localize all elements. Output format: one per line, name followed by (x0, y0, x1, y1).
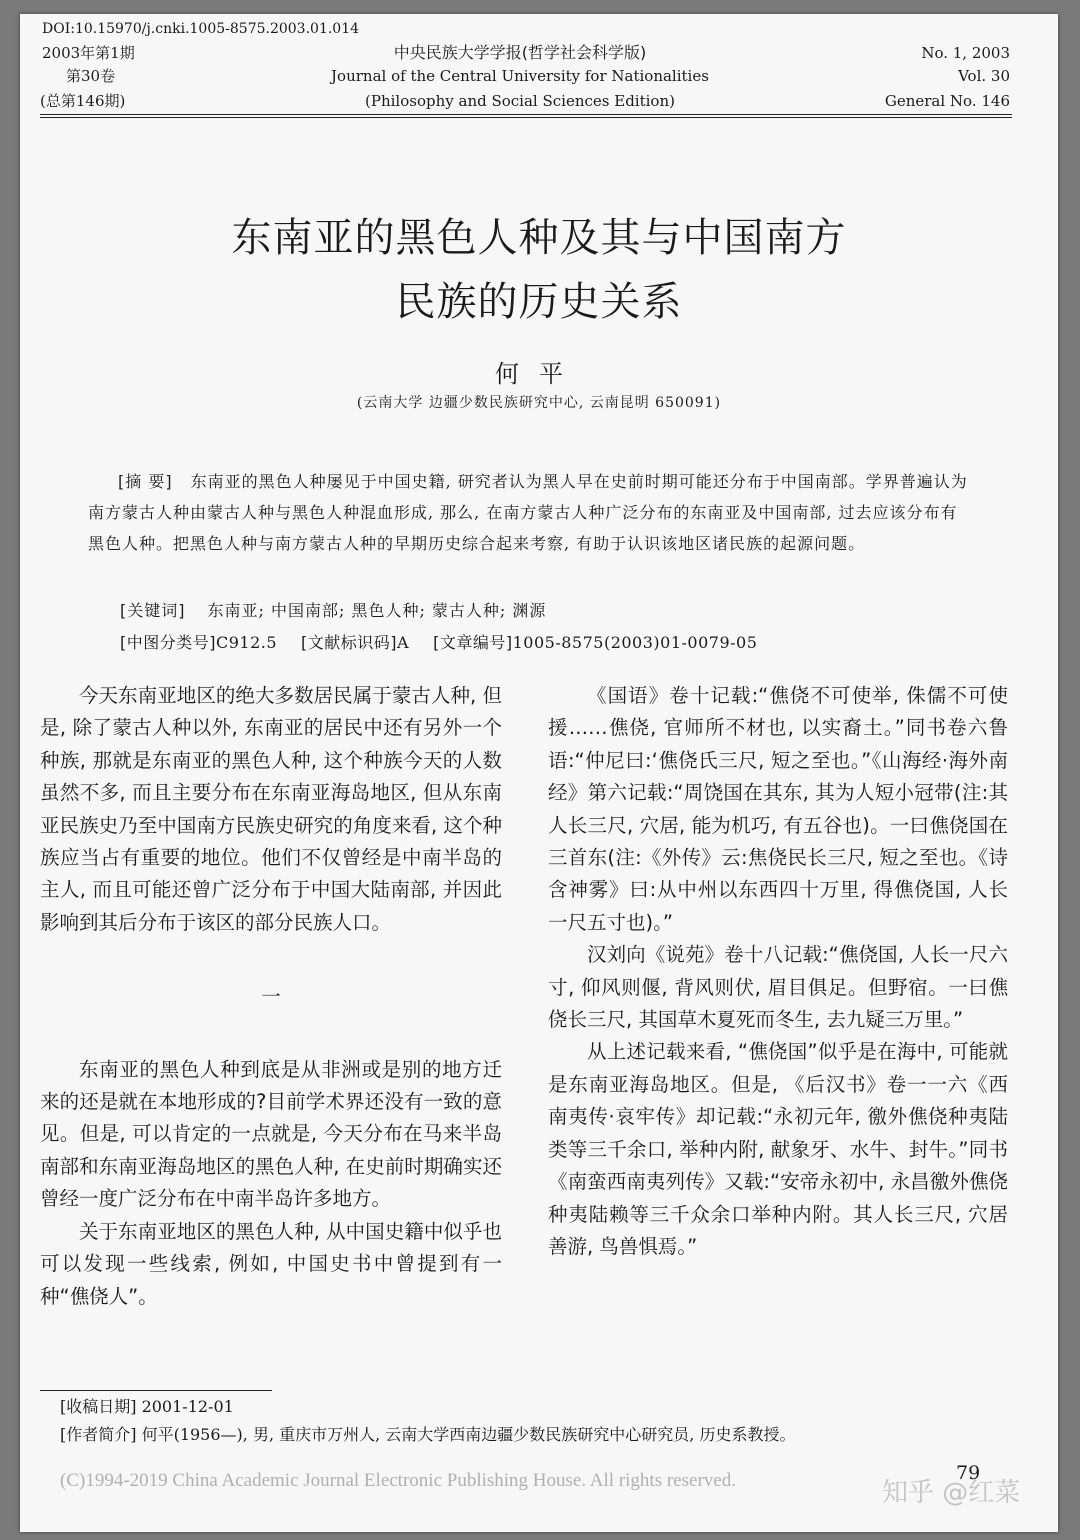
left-paragraph-2: 东南亚的黑色人种到底是从非洲或是别的地方迁来的还是就在本地形成的?目前学术界还没有一致的意见。但是, 可以肯定的一点就是, 今天分布在马来半岛南部和东南亚海岛地区的黑色人种, 在史前时期确实还曾经一度广泛分布在中南半岛许多地方。 (40, 1057, 502, 1211)
keywords-label: [关键词] (120, 601, 186, 620)
author-name: 何平 (495, 360, 583, 388)
doc-code-label: [文献标识码] (301, 633, 398, 652)
abstract (88, 466, 968, 559)
doi-line: DOI:10.15970/j.cnki.1005-8575.2003.01.014 (42, 21, 360, 37)
volume-en: Vol. 30 (958, 67, 1010, 85)
issue-cn: 2003年第1期 (42, 44, 135, 62)
page-number: 79 (956, 1462, 981, 1484)
author-affiliation: (云南大学 边疆少数民族研究中心, 云南昆明 650091) (356, 395, 722, 411)
author-bio: [作者简介] 何平(1956—), 男, 重庆市万州人, 云南大学西南边疆少数民族研究中心研究员, 历史系教授。 (60, 1425, 796, 1444)
copyright-notice: (C)1994-2019 China Academic Journal Electronic Publishing House. All rights reserved. (60, 1470, 736, 1491)
right-paragraph-2: 汉刘向《说苑》卷十八记载:“僬侥国, 人长一尺六寸, 仰风则偃, 背风则伏, 眉目俱足。但野宿。一曰僬侥长三尺, 其国草木夏死而冬生, 去九疑三万里。” (548, 943, 1008, 1032)
left-paragraph-1: 今天东南亚地区的绝大多数居民属于蒙古人种, 但是, 除了蒙古人种以外, 东南亚的居民中还有另外一个种族, 那就是东南亚的黑色人种, 这个种族今天的人数虽然不多, 而且主要分布在东南亚海岛地区, 但从东南亚民族史乃至中国南方民族史研究的角度来看, 这个种族应当占有重要的地位。他们不仅曾经是中南半岛的主人, 而且可能还曾广泛分布于中国大陆南部, 并因此影响到其后分布于该区的部分民族人口。 (40, 684, 502, 934)
header-rule-bottom (40, 117, 1012, 118)
journal-edition-en: (Philosophy and Social Sciences Edition) (365, 92, 675, 110)
section-heading-1: 一 (261, 985, 281, 1009)
article-title-line1: 东南亚的黑色人种及其与中国南方 (231, 215, 847, 261)
article-title-line2: 民族的历史关系 (395, 279, 683, 325)
right-paragraph-3: 从上述记载来看, “僬侥国”似乎是在海中, 可能就是东南亚海岛地区。但是, 《后汉书》卷一一六《西南夷传·哀牢传》却记载:“永初元年, 徼外僬侥种夷陆类等三千余口, 举种内附, 献象牙、水牛、封牛。”同书《南蛮西南夷列传》又载:“安帝永初中, 永昌徼外僬侥种夷陆赖等三千众余口举种内附。其人长三尺, 穴居善游, 鸟兽惧焉。” (548, 1040, 1008, 1258)
general-number-en: General No. 146 (884, 92, 1010, 110)
abstract-text: 东南亚的黑色人种屡见于中国史籍, 研究者认为黑人早在史前时期可能还分布于中国南部。学界普遍认为南方蒙古人种由蒙古人种与黑色人种混血形成, 那么, 在南方蒙古人种广泛分布的东南亚及中国南部, 过去应该分布有黑色人种。把黑色人种与南方蒙古人种的早期历史综合起来考察, 有助于认识该地区诸民族的起源问题。 (88, 472, 968, 553)
right-paragraph-1: 《国语》卷十记载:“僬侥不可使举, 侏儒不可使援……僬侥, 官师所不材也, 以实裔土。”同书卷六鲁语:“仲尼曰:‘僬侥氏三尺, 短之至也。”《山海经·海外南经》第六记载:“周饶国在其东, 其为人短小冠带(注:其人长三尺, 穴居, 能为机巧, 有五谷也)。一曰僬侥国在三首东(注:《外传》云:焦侥民长三尺, 短之至也。《诗含神雾》曰:从中州以东西四十万里, 得僬侥国, 人长一尺五寸也)。” (548, 684, 1008, 934)
abstract-label: [摘 要] (118, 472, 173, 491)
header-rule-top (40, 114, 1012, 115)
left-column (40, 680, 502, 1313)
general-number-cn: (总第146期) (40, 92, 126, 110)
footnote-rule (40, 1390, 272, 1391)
doc-code-value: A (397, 633, 410, 652)
received-date: [收稿日期] 2001-12-01 (60, 1397, 234, 1416)
volume-cn: 第30卷 (66, 67, 116, 85)
journal-title-cn: 中央民族大学学报(哲学社会科学版) (393, 43, 647, 62)
article-number-value: 1005-8575(2003)01-0079-05 (512, 633, 758, 652)
classification-line (120, 630, 757, 653)
journal-page (20, 14, 1058, 1532)
zhihu-watermark: 知乎 @红菜 (882, 1478, 1021, 1508)
clc-value: C912.5 (216, 633, 278, 652)
journal-title-en: Journal of the Central University for Nationalities (331, 67, 709, 85)
keywords-text: 东南亚; 中国南部; 黑色人种; 蒙古人种; 渊源 (207, 601, 547, 620)
left-paragraph-3: 关于东南亚地区的黑色人种, 从中国史籍中似乎也可以发现一些线索, 例如, 中国史书中曾提到有一种“僬侥人”。 (40, 1219, 502, 1308)
right-column (548, 680, 1008, 1263)
issue-en: No. 1, 2003 (921, 44, 1010, 62)
keywords (120, 598, 546, 621)
article-number-label: [文章编号] (433, 633, 513, 652)
clc-label: [中图分类号] (120, 633, 216, 652)
